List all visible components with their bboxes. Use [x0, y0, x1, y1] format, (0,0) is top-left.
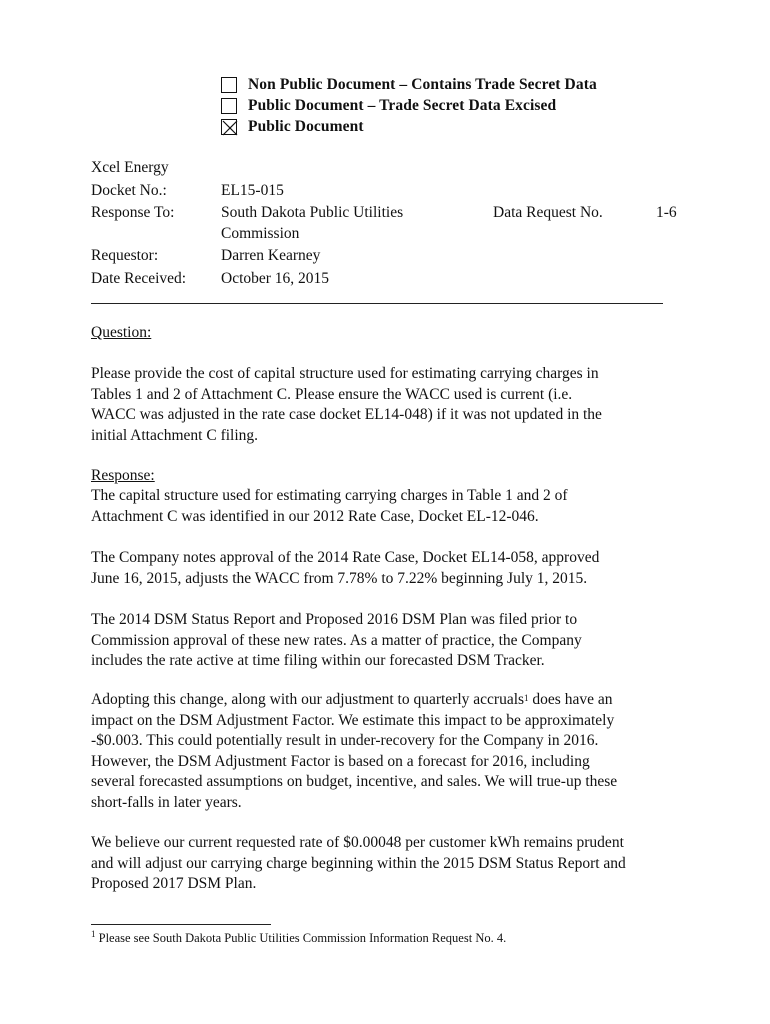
classification-option-nonpublic[interactable]: [221, 74, 597, 95]
question-body: [91, 364, 691, 446]
text-line: The Company notes approval of the 2014 Rate Case, Docket EL14-058, approved: [91, 549, 600, 566]
text-fragment: Adopting this change, along with our adjustment to quarterly accruals: [91, 691, 525, 708]
text-line: -$0.003. This could potentially result in under-recovery for the Company in 2016.: [91, 732, 599, 749]
requestor-value: Darren Kearney: [221, 247, 321, 264]
classification-label: Public Document – Trade Secret Data Excised: [248, 96, 557, 114]
response-paragraph-5: [91, 833, 691, 895]
docket-value: EL15-015: [221, 182, 284, 199]
docket-label: Docket No.:: [91, 182, 167, 199]
classification-label: Public Document: [248, 117, 364, 135]
text-line: Commission approval of these new rates. As a matter of practice, the Company: [91, 631, 582, 649]
text-line: June 16, 2015, adjusts the WACC from 7.78% to 7.22% beginning July 1, 2015.: [91, 569, 588, 587]
response-heading: Response:: [91, 467, 155, 484]
text-line: impact on the DSM Adjustment Factor. We estimate this impact to be approximately: [91, 711, 615, 729]
data-request-label: Data Request No.: [493, 204, 603, 221]
company-name: Xcel Energy: [91, 159, 169, 176]
text-line: and will adjust our carrying charge beginning within the 2015 DSM Status Report and: [91, 854, 626, 872]
response-paragraph-4: [91, 690, 691, 813]
response-to-value-cont: Commission: [221, 225, 300, 242]
text-line: initial Attachment C filing.: [91, 426, 259, 444]
response-to-label: Response To:: [91, 204, 175, 221]
response-to-value: South Dakota Public Utilities: [221, 204, 404, 221]
header-divider: [91, 303, 663, 304]
date-received-label: Date Received:: [91, 270, 187, 287]
response-paragraph-2: [91, 548, 691, 589]
response-paragraph-1: [91, 486, 691, 527]
footnote: [91, 931, 506, 946]
unchecked-box-icon[interactable]: [221, 77, 237, 93]
text-line: several forecasted assumptions on budget, incentive, and sales. We will true-up these: [91, 773, 618, 790]
text-line: Please provide the cost of capital structure used for estimating carrying charges in: [91, 365, 599, 382]
text-line: includes the rate active at time filing within our forecasted DSM Tracker.: [91, 652, 545, 669]
footnote-reference[interactable]: 1: [524, 693, 529, 703]
text-line: We believe our current requested rate of $0.00048 per customer kWh remains prudent: [91, 834, 624, 851]
text-line: Attachment C was identified in our 2012 Rate Case, Docket EL-12-046.: [91, 507, 539, 525]
classification-option-public[interactable]: [221, 116, 364, 137]
text-line: Tables 1 and 2 of Attachment C. Please ensure the WACC used is current (i.e.: [91, 385, 573, 403]
text-line: Proposed 2017 DSM Plan.: [91, 875, 257, 892]
classification-label: Non Public Document – Contains Trade Secret Data: [248, 75, 597, 93]
question-heading: Question:: [91, 324, 152, 341]
text-fragment: does have an: [528, 691, 613, 708]
requestor-label: Requestor:: [91, 247, 159, 264]
data-request-value: 1-6: [656, 204, 677, 221]
text-line: short-falls in later years.: [91, 793, 242, 811]
classification-option-excised[interactable]: [221, 95, 556, 116]
footnote-divider: [91, 924, 271, 925]
text-line: [91, 690, 691, 711]
text-line: WACC was adjusted in the rate case docket EL14-048) if it was not updated in the: [91, 406, 602, 423]
date-received-value: October 16, 2015: [221, 270, 330, 287]
footnote-marker: 1: [91, 929, 96, 939]
text-line: The capital structure used for estimating carrying charges in Table 1 and 2 of: [91, 487, 568, 504]
text-line: The 2014 DSM Status Report and Proposed 2016 DSM Plan was filed prior to: [91, 611, 578, 628]
unchecked-box-icon[interactable]: [221, 98, 237, 114]
footnote-text: Please see South Dakota Public Utilities Commission Information Request No. 4.: [95, 931, 507, 945]
checked-box-icon[interactable]: [221, 119, 237, 135]
text-line: However, the DSM Adjustment Factor is based on a forecast for 2016, including: [91, 752, 590, 770]
response-paragraph-3: [91, 610, 691, 672]
